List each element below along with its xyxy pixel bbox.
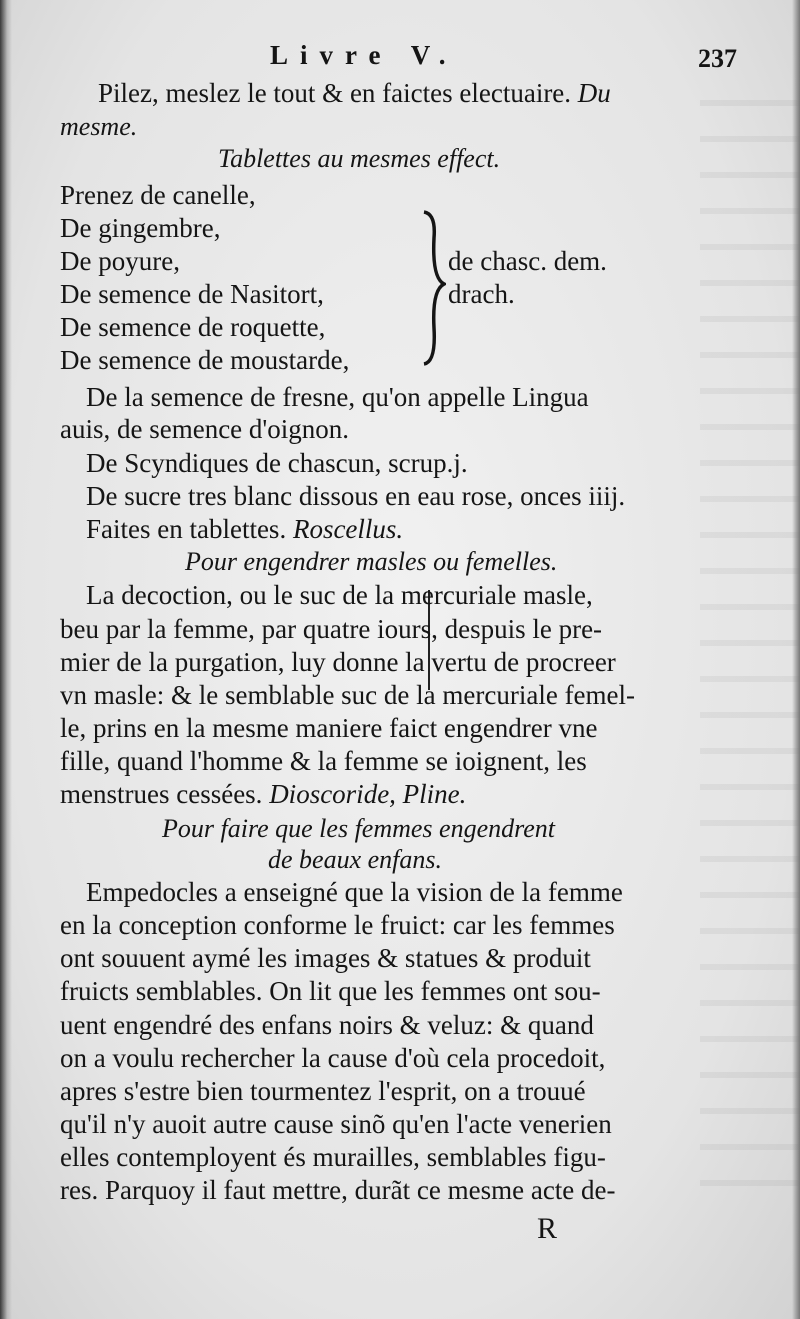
recipe-line: De Scyndiques de chascun, scrup.j. [86, 448, 468, 478]
recipe-line: De semence de roquette, [60, 312, 326, 342]
body-line: res. Parquoy il faut mettre, durãt ce mesme acte de- [60, 1175, 616, 1205]
body-line: vn masle: & le semblable suc de la mercuriale femel- [60, 680, 636, 710]
running-title: Livre V. [270, 40, 458, 70]
author-citation: Dioscoride, Pline. [269, 779, 467, 809]
body-line: uent engendré des enfans noirs & veluz: & quand [60, 1010, 594, 1040]
text-line [98, 76, 611, 110]
recipe-line: De poyure, [60, 246, 180, 276]
brace-annotation: drach. [448, 279, 515, 309]
body-line: le, prins en la mesme maniere faict engendrer vne [60, 713, 598, 743]
recipe-line: De sucre tres blanc dissous en eau rose, onces iiij. [86, 481, 626, 511]
recipe-line: De la semence de fresne, qu'on appelle Lingua [86, 382, 589, 412]
body-line: Empedocles a enseigné que la vision de la femme [86, 877, 623, 907]
signature-mark: R [537, 1212, 558, 1245]
section-heading: Tablettes au mesmes effect. [218, 144, 501, 173]
body-line: La decoction, ou le suc de la mercuriale masle, [86, 580, 593, 610]
recipe-line [86, 512, 403, 546]
recipe-line: Prenez de canelle, [60, 180, 256, 210]
body-line: qu'il n'y auoit autre cause sinõ qu'en l'acte venerien [60, 1109, 612, 1139]
recipe-line: De semence de Nasitort, [60, 279, 324, 309]
recipe-line: auis, de semence d'oignon. [60, 414, 350, 444]
show-through-texture [700, 100, 800, 1200]
body-line: on a voulu rechercher la cause d'où cela procedoit, [60, 1043, 606, 1073]
author-citation: Roscellus. [292, 514, 404, 544]
body-line: fille, quand l'homme & la femme se ioignent, les [60, 746, 587, 776]
body-line: mier de la purgation, luy donne la vertu de procreer [60, 647, 616, 677]
text-segment-italic: Du [577, 78, 611, 108]
section-heading: de beaux enfans. [268, 845, 443, 874]
section-heading: Pour engendrer masles ou femelles. [185, 547, 558, 576]
body-line: apres s'estre bien tourmentez l'esprit, on a trouué [60, 1076, 586, 1106]
text-segment: menstrues cessées. [60, 779, 263, 809]
body-line: elles contemployent és murailles, semblables figu- [60, 1142, 606, 1172]
text-segment: Faites en tablettes. [86, 514, 287, 544]
recipe-line: De semence de moustarde, [60, 345, 350, 375]
text-segment: Pilez, meslez le tout & en faictes electuaire. [98, 78, 572, 108]
page-shadow-left [0, 0, 12, 1319]
recipe-line: De gingembre, [60, 213, 221, 243]
section-heading: Pour faire que les femmes engendrent [162, 814, 556, 843]
text-line: mesme. [60, 112, 138, 141]
brace-annotation: de chasc. dem. [448, 246, 607, 276]
body-line: fruicts semblables. On lit que les femmes ont sou- [60, 976, 601, 1006]
body-line: beu par la femme, par quatre iours, despuis le pre- [60, 614, 603, 644]
body-line: ont souuent aymé les images & statues & produit [60, 943, 591, 973]
page-number: 237 [698, 44, 737, 73]
body-line [60, 777, 466, 811]
curly-brace-icon [420, 208, 446, 368]
body-line: en la conception conforme le fruict: car les femmes [60, 910, 615, 940]
